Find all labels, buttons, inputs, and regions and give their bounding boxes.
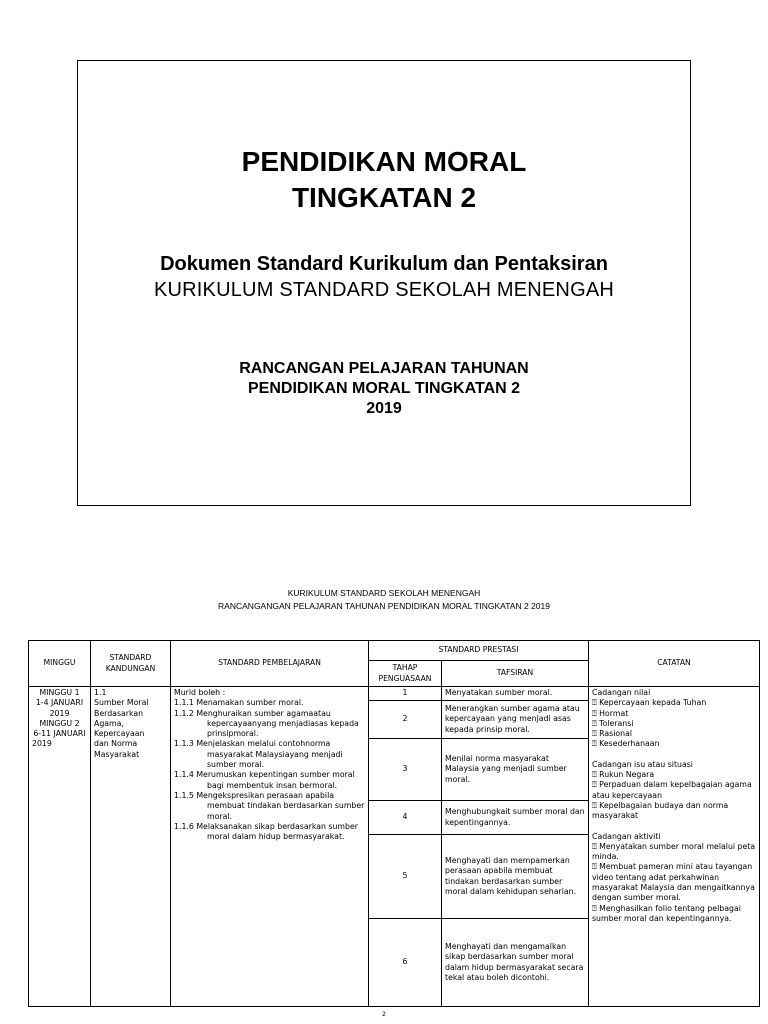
kandungan-line: dan Norma [94, 739, 138, 749]
kandungan-line: Masyarakat [94, 749, 140, 759]
kandungan-line: Berdasarkan [94, 708, 144, 718]
cover-plan-line2: PENDIDIKAN MORAL TINGKATAN 2 [248, 380, 520, 397]
header-tafsiran: TAFSIRAN [442, 661, 589, 687]
cover-year: 2019 [366, 400, 402, 417]
rpt-table [28, 640, 760, 1007]
tafsiran-cell: Menghayati dan mempamerkan perasaan apabila membuat tindakan berdasarkan sumber moral dalam kehidupan seharian. [442, 835, 589, 919]
header-minggu: MINGGU [29, 641, 91, 687]
minggu-line: MINGGU 2 [39, 718, 80, 728]
pembelajaran-item: 1.1.6 Melaksanakan sikap berdasarkan sumber moral dalam hidup bermasyarakat. [174, 821, 358, 842]
pembelajaran-item: 1.1.1 Menamakan sumber moral. [174, 698, 304, 708]
section-heading-2: RANCANGANGAN PELAJARAN TAHUNAN PENDIDIKAN MORAL TINGKATAN 2 2019 [218, 601, 550, 611]
catatan-nilai-title: Cadangan nilai [592, 688, 651, 697]
minggu-line: 1-4 JANUARI [35, 698, 84, 708]
catatan-isu-item: ⍰ Perpaduan dalam kepelbagaian agama atau kepercayaan [592, 780, 752, 800]
cover-title-line2: TINGKATAN 2 [291, 182, 477, 213]
pembelajaran-item: 1.1.2 Menghuraikan sumber agamaatau kepercayaanyang menjadiasas kepada prinsipmoral. [174, 708, 359, 739]
catatan-nilai-item: ⍰ Rasional [592, 729, 633, 739]
catatan-isu-title: Cadangan isu atau situasi [592, 759, 693, 769]
tafsiran-cell: Menyatakan sumber moral. [442, 687, 589, 701]
minggu-line: 2019 [49, 708, 70, 718]
catatan-isu-item: ⍰ Rukun Negara [592, 770, 655, 780]
cover-plan-line1: RANCANGAN PELAJARAN TAHUNAN [239, 360, 529, 377]
header-standard-kandungan [91, 641, 171, 687]
header-standard-prestasi: STANDARD PRESTASI [369, 641, 589, 661]
minggu-cell [29, 687, 91, 1007]
kandungan-line: Kepercayaan [94, 729, 145, 739]
pembelajaran-cell [171, 687, 369, 1007]
cover-box [77, 60, 691, 506]
header-tahap-line2: PENGUASAAN [378, 673, 432, 683]
pembelajaran-item: 1.1.3 Menjelaskan melalui contohnorma masyarakat Malaysiayang menjadi sumber moral. [174, 739, 343, 770]
catatan-aktiviti-item: ⍰ Menyatakan sumber moral melalui peta minda. [592, 841, 756, 862]
catatan-nilai-item: ⍰ Kesederhanaan [592, 739, 660, 749]
cover-subtitle: Dokumen Standard Kurikulum dan Pentaksiran [160, 253, 608, 275]
kandungan-line: 1.1 [94, 688, 107, 697]
page-number: 2 [382, 1011, 386, 1018]
minggu-line: MINGGU 1 [39, 688, 80, 697]
kandungan-cell [91, 687, 171, 1007]
section-heading-1: KURIKULUM STANDARD SEKOLAH MENENGAH [287, 588, 481, 598]
tahap-cell: 4 [369, 801, 442, 835]
kandungan-line: Agama, [94, 718, 124, 728]
catatan-aktiviti-item: ⍰ Membuat pameran mini atau tayangan video tentang adat perkahwinan masyarakat Malaysia dan mengaitkannya dengan sumber moral. [592, 862, 755, 903]
pembelajaran-item: 1.1.4 Merumuskan kepentingan sumber moral bagi membentuk insan bermoral. [174, 770, 355, 790]
minggu-line: 2019 [32, 739, 52, 749]
catatan-cell [589, 687, 760, 1007]
catatan-nilai-item: ⍰ Toleransi [592, 718, 634, 728]
cover-title-line1: PENDIDIKAN MORAL [241, 146, 527, 177]
header-sk-line2: KANDUNGAN [105, 663, 156, 673]
header-tahap-line1: TAHAP [392, 663, 418, 673]
tahap-cell: 2 [369, 701, 442, 739]
catatan-aktiviti-item: ⍰ Menghasilkan folio tentang pelbagai sumber moral dan kepentingannya. [592, 903, 741, 923]
tafsiran-cell: Menilai norma masyarakat Malaysia yang menjadi sumber moral. [442, 739, 589, 801]
header-catatan: CATATAN [589, 641, 760, 687]
kandungan-line: Sumber Moral [94, 698, 149, 708]
pembelajaran-intro: Murid boleh : [174, 688, 226, 697]
tahap-cell: 1 [369, 687, 442, 701]
catatan-isu-item: ⍰ Kepelbagaian budaya dan norma masyarakat [592, 800, 729, 821]
tahap-cell: 3 [369, 739, 442, 801]
catatan-nilai-item: ⍰ Kepercayaan kepada Tuhan [592, 698, 707, 708]
tahap-cell: 6 [369, 919, 442, 1007]
tafsiran-cell: Menghayati dan mengamalkan sikap berdasarkan sumber moral dalam hidup bermasyarakat secara tekal atau boleh dicontohi. [442, 919, 589, 1007]
header-standard-pembelajaran: STANDARD PEMBELAJARAN [171, 641, 369, 687]
header-tahap [369, 661, 442, 687]
header-sk-line1: STANDARD [109, 653, 152, 663]
tahap-cell: 5 [369, 835, 442, 919]
cover-subtitle2: KURIKULUM STANDARD SEKOLAH MENENGAH [153, 279, 615, 301]
catatan-aktiviti-title: Cadangan aktiviti [592, 831, 661, 841]
tafsiran-cell: Menerangkan sumber agama atau kepercayaan yang menjadi asas kepada prinsip moral. [442, 701, 589, 739]
minggu-line: 6-11 JANUARI [33, 729, 86, 739]
pembelajaran-item: 1.1.5 Mengekspresikan perasaan apabila membuat tindakan berdasarkan sumber moral. [174, 790, 365, 821]
catatan-nilai-item: ⍰ Hormat [592, 708, 629, 718]
tafsiran-cell: Menghubungkait sumber moral dan kepentingannya. [442, 801, 589, 835]
